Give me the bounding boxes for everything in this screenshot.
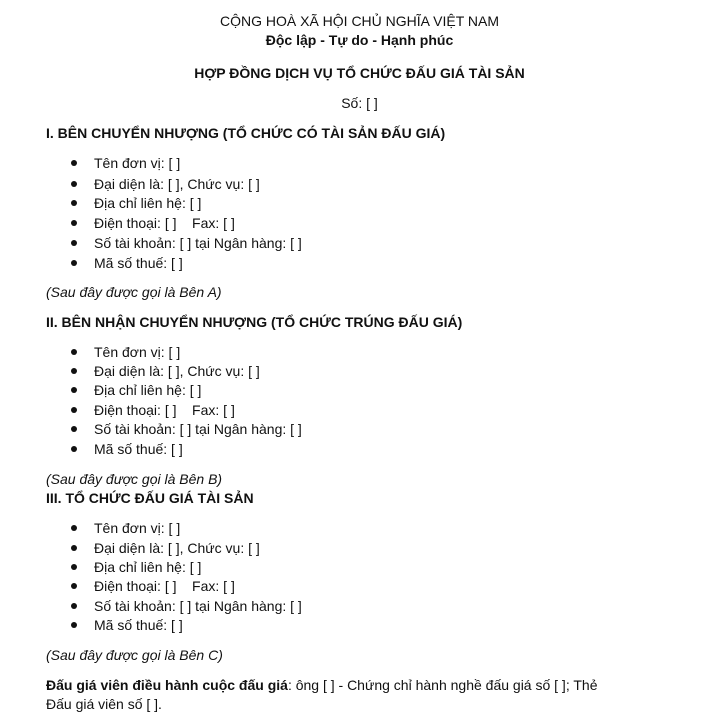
section-heading: III. TỔ CHỨC ĐẤU GIÁ TÀI SẢN [46,490,254,506]
auctioneer-paragraph-line2: Đấu giá viên số [ ]. [46,696,162,712]
party-note: (Sau đây được gọi là Bên C) [46,647,223,663]
bullet-icon [71,525,77,531]
bullet-icon [71,564,77,570]
list-item: Địa chỉ liên hệ: [ ] [94,382,202,398]
section-heading: I. BÊN CHUYỂN NHƯỢNG (TỔ CHỨC CÓ TÀI SẢN ĐẤU GIÁ) [46,125,446,141]
contract-title: HỢP ĐỒNG DỊCH VỤ TỔ CHỨC ĐẤU GIÁ TÀI SẢN [194,65,525,81]
contract-number: Số: [ ] [341,95,378,111]
bullet-icon [71,407,77,413]
motto: Độc lập - Tự do - Hạnh phúc [265,32,454,48]
list-item: Điện thoại: [ ] Fax: [ ] [94,402,235,418]
list-item: Đại diện là: [ ], Chức vụ: [ ] [94,540,260,556]
auctioneer-label: Đấu giá viên điều hành cuộc đấu giá [46,677,288,693]
list-item: Điện thoại: [ ] Fax: [ ] [94,215,235,231]
bullet-icon [71,200,77,206]
bullet-icon [71,181,77,187]
list-item: Mã số thuế: [ ] [94,617,183,633]
list-item: Địa chỉ liên hệ: [ ] [94,195,202,211]
bullet-icon [71,240,77,246]
list-item: Đại diện là: [ ], Chức vụ: [ ] [94,176,260,192]
bullet-icon [71,160,77,166]
list-item: Số tài khoản: [ ] tại Ngân hàng: [ ] [94,235,302,251]
country-heading: CỘNG HOÀ XÃ HỘI CHỦ NGHĨA VIỆT NAM [219,13,499,29]
section-heading: II. BÊN NHẬN CHUYỂN NHƯỢNG (TỔ CHỨC TRÚNG ĐẤU GIÁ) [46,314,463,330]
party-note: (Sau đây được gọi là Bên B) [46,471,223,487]
list-item: Mã số thuế: [ ] [94,441,183,457]
bullet-icon [71,446,77,452]
list-item: Đại diện là: [ ], Chức vụ: [ ] [94,363,260,379]
list-item: Số tài khoản: [ ] tại Ngân hàng: [ ] [94,421,302,437]
bullet-icon [71,220,77,226]
auctioneer-text: : ông [ ] - Chứng chỉ hành nghề đấu giá số [ ]; Thẻ [287,677,598,693]
bullet-icon [71,603,77,609]
bullet-icon [71,349,77,355]
list-item: Tên đơn vị: [ ] [94,155,181,171]
bullet-icon [71,545,77,551]
auctioneer-paragraph-line1 [46,677,597,693]
list-item: Số tài khoản: [ ] tại Ngân hàng: [ ] [94,598,302,614]
list-item: Tên đơn vị: [ ] [94,344,181,360]
bullet-icon [71,368,77,374]
bullet-icon [71,622,77,628]
party-note: (Sau đây được gọi là Bên A) [46,284,222,300]
bullet-icon [71,260,77,266]
list-item: Tên đơn vị: [ ] [94,520,181,536]
list-item: Địa chỉ liên hệ: [ ] [94,559,202,575]
list-item: Điện thoại: [ ] Fax: [ ] [94,578,235,594]
list-item: Mã số thuế: [ ] [94,255,183,271]
bullet-icon [71,387,77,393]
bullet-icon [71,426,77,432]
bullet-icon [71,583,77,589]
